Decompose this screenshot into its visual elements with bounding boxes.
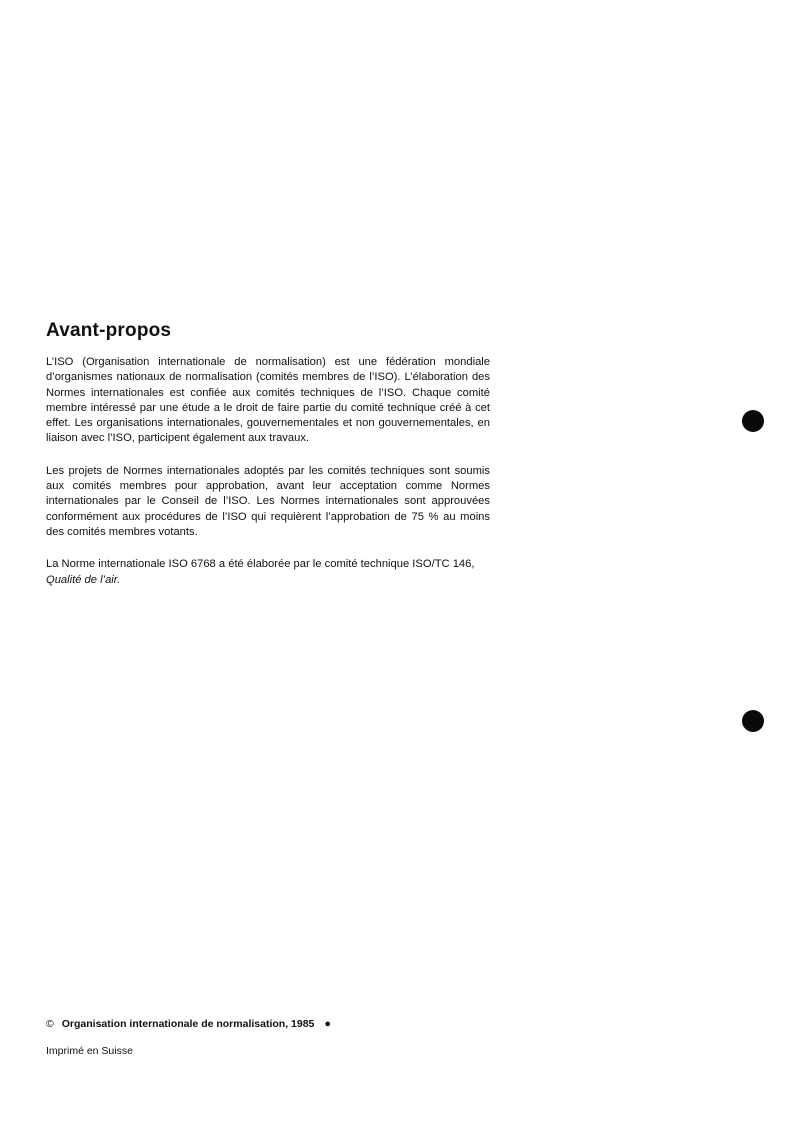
printed-in: Imprimé en Suisse [46, 1045, 133, 1057]
committee-title: Qualité de l’air. [46, 573, 121, 586]
copyright-line [46, 1018, 331, 1030]
paragraph-3-text: La Norme internationale ISO 6768 a été élaborée par le comité technique ISO/TC 146, [46, 558, 475, 571]
page-title: Avant-propos [46, 320, 172, 341]
paragraph-1: L’ISO (Organisation internationale de normalisation) est une fédération mondiale d’organismes nationaux de normalisation (comités membres de l’ISO). L’élaboration des Normes internationales est confiée aux comités techniques de l’ISO. Chaque comité membre intéressé par une étude a le droit de faire partie du comité technique créé à cet effet. Les organisations internationales, gouvernementales et non gouvernementales, en liaison avec l’ISO, participent également aux travaux. [46, 356, 490, 445]
bullet-icon: ● [324, 1018, 332, 1030]
paragraph-3 [46, 557, 490, 588]
foreword-body [46, 355, 490, 588]
copyright-text: Organisation internationale de normalisation, 1985 [61, 1018, 315, 1030]
punch-hole-icon [742, 710, 764, 732]
punch-hole-icon [742, 410, 764, 432]
paragraph-2: Les projets de Normes internationales adoptés par les comités techniques sont soumis aux comités membres pour approbation, avant leur acceptation comme Normes internationales par le Conseil de l’ISO. Les Normes internationales sont approuvées conformément aux procédures de l’ISO qui requièrent l’approbation de 75 % au moins des comités membres votants. [46, 464, 490, 538]
copyright-icon: © [46, 1018, 54, 1030]
